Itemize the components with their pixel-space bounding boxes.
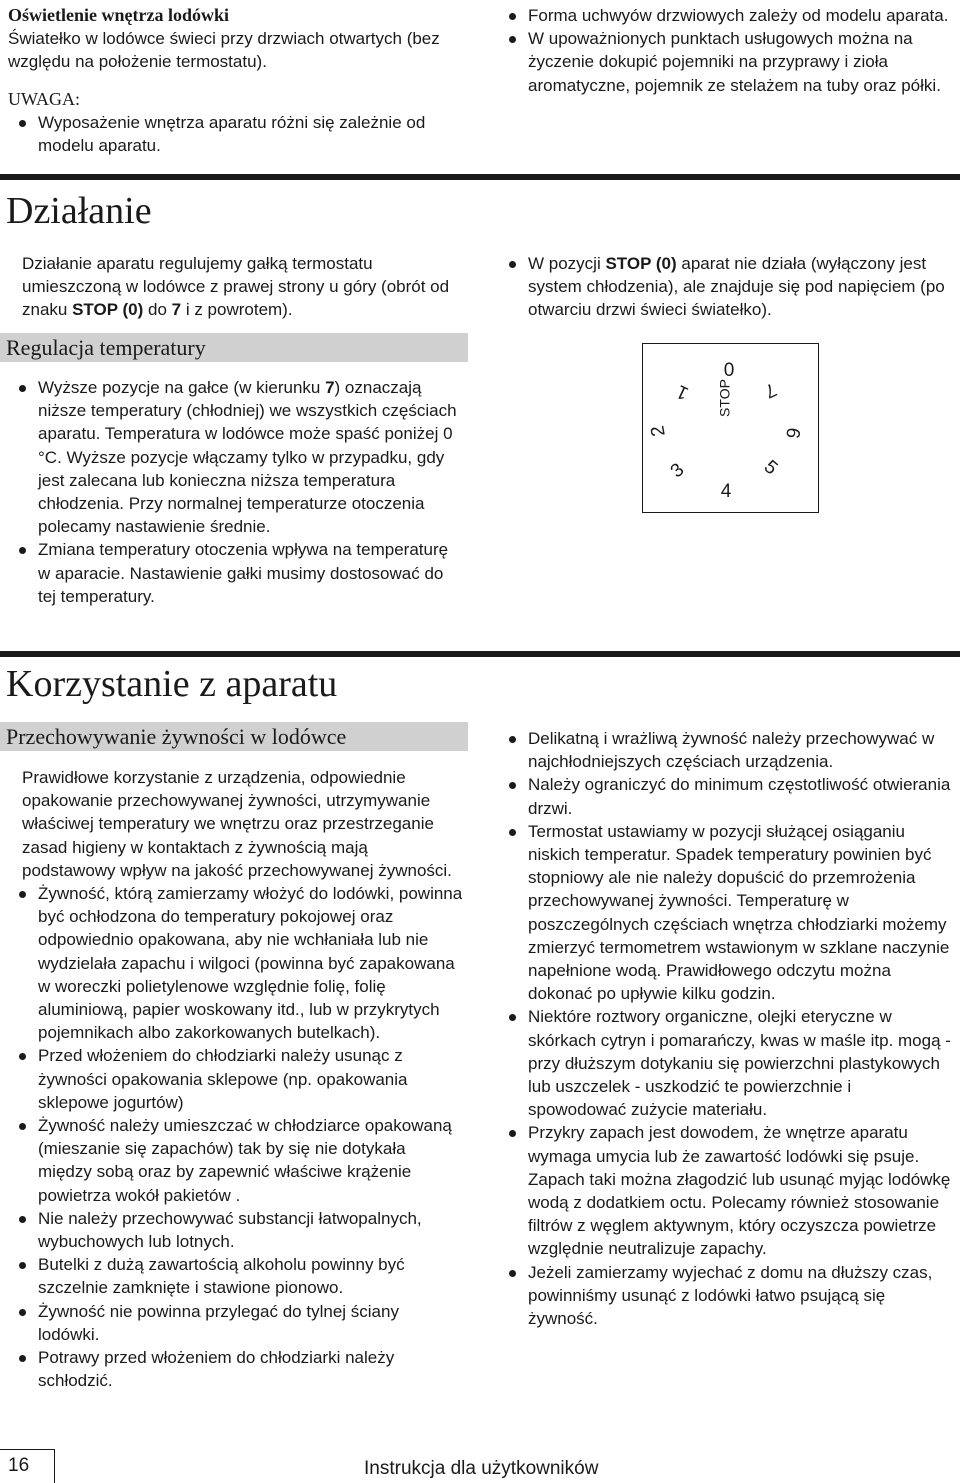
list-item: Żywność, którą zamierzamy włożyć do lodówki, powinna być ochłodzona do temperatury pokojowej oraz odpowiednio opakowana, aby nie wchłaniała lub nie wydzielała zapachu i wilgoci (powinna być zapakowana w woreczki polietylenowe względnie folię, folię aluminiową, papier woskowany itd., lub w przykrytych pojemnikach albo zakorkowanych butelkach).	[8, 882, 463, 1044]
list-item: Delikatną i wrażliwą żywność należy przechowywać w najchłodniejszych częściach urządzenia.	[498, 727, 953, 773]
list-item: Potrawy przed włożeniem do chłodziarki należy schłodzić.	[8, 1346, 463, 1392]
section-title-korzystanie: Korzystanie z aparatu	[6, 663, 338, 705]
list-item: Niektóre roztwory organiczne, olejki eteryczne w skórkach cytryn i pomarańczy, kwas w maśle itp. mogą - przy dłuższym dotykaniu się powierzchni plastykowych lub uszczelek - uszkodzić te powierzchnie i spowodować zużycie materiału.	[498, 1005, 953, 1121]
list-item: Wyższe pozycje na gałce (w kierunku 7) oznaczają niższe temperatury (chłodniej) we wszystkich częściach aparatu. Temperatura w lodówce może spaść poniżej 0 °C. Wyższe pozycje włączamy tylko w przypadku, gdy jest zalecana lub konieczna niższa temperatura chłodzenia. Przy normalnej temperaturze otoczenia polecamy nastawienie średnie.	[8, 376, 458, 538]
dial-label-5: 5	[759, 456, 782, 480]
dial-label-2: 2	[647, 423, 670, 438]
list-item: Żywność nie powinna przylegać do tylnej ściany lodówki.	[8, 1300, 463, 1346]
subsection-title-regulacja: Regulacja temperatury	[0, 333, 468, 362]
footer-title: Instrukcja dla użytkowników	[364, 1458, 599, 1479]
section-rule	[0, 174, 960, 180]
list-item: Butelki z dużą zawartością alkoholu powinny być szczelnie zamknięte i stawione pionowo.	[8, 1253, 463, 1299]
section-rule	[0, 651, 960, 657]
dial-label-1: 1	[673, 380, 692, 404]
thermostat-dial-figure	[642, 343, 819, 513]
dial-label-stop: STOP	[716, 379, 733, 417]
top-right-notes	[498, 4, 958, 97]
korzystanie-intro: Prawidłowe korzystanie z urządzenia, odpowiednie opakowanie przechowywanej żywności, utrzymywanie właściwej temperatury we wnętrzu oraz przestrzeganie zasad higieny w kontaktach z żywnością mają podstawowy wpływ na jakość przechowywanej żywności.	[22, 768, 452, 880]
dial-label-0: 0	[723, 360, 735, 381]
list-item: Przed włożeniem do chłodziarki należy usunąc z żywności opakowania sklepowe (np. opakowania sklepowe jogurtów)	[8, 1044, 463, 1114]
subsection-title-przechowywanie: Przechowywanie żywności w lodówce	[0, 722, 468, 751]
list-item: Nie należy przechowywać substancji łatwopalnych, wybuchowych lub lotnych.	[8, 1207, 463, 1253]
list-item: Forma uchwyów drzwiowych zależy od modelu aparata.	[498, 4, 958, 27]
list-item: Termostat ustawiamy w pozycji służącej osiąganiu niskich temperatur. Spadek temperatury powinien być stopniowy ale nie należy dopuścić do przemrożenia przechowywanej żywności. Temperaturę w poszczególnych częściach wnętrza chłodziarki możemy zmierzyć termometrem wstawionym w szklane naczynie napełnione wodą. Prawidłowego odczytu można dokonać po upływie kilku godzin.	[498, 820, 953, 1006]
dzialanie-intro: Działanie aparatu regulujemy gałką termostatu umieszczoną w lodówce z prawej strony u góry (obrót od znaku STOP (0) do 7 i z powrotem).	[22, 254, 450, 320]
list-item: Przykry zapach jest dowodem, że wnętrze aparatu wymaga umycia lub że zawartość lodówki się psuje. Zapach taki można złagodzić lub usunąć myjąc lodówkę wodą z dodatkiem octu. Polecamy również stosowanie filtrów z węglem aktywnym, który oczyszcza powietrze względnie neutralizuje zapachy.	[498, 1121, 953, 1260]
thermostat-dial-icon	[643, 344, 817, 511]
section-title-dzialanie: Działanie	[6, 190, 152, 232]
korzystanie-right-list	[498, 727, 953, 1330]
page-number: 16	[8, 1455, 30, 1476]
note-label: UWAGA:	[8, 88, 80, 109]
list-item: W upoważnionych punktach usługowych można na życzenie dokupić pojemniki na przyprawy i zioła aromatyczne, pojemnik ze stelażem na tuby oraz półki.	[498, 27, 958, 97]
korzystanie-left-list	[8, 882, 463, 1392]
lighting-text: Światełko w lodówce świeci przy drzwiach otwartych (bez względu na położenie termostatu).	[8, 29, 440, 72]
dial-label-3: 3	[666, 459, 689, 483]
page-number-box	[0, 1449, 55, 1483]
lighting-section	[8, 4, 463, 157]
list-item: W pozycji STOP (0) aparat nie działa (wyłączony jest system chłodzenia), ale znajduje się pod napięciem (po otwarciu drzwi świeci światełko).	[498, 252, 958, 322]
dial-label-6: 6	[781, 425, 804, 440]
lighting-heading: Oświetlenie wnętrza lodówki	[8, 5, 229, 25]
dial-label-4: 4	[720, 481, 732, 502]
list-item: Zmiana temperatury otoczenia wpływa na temperaturę w aparacie. Nastawienie gałki musimy dostosować do tej temperatury.	[8, 538, 458, 608]
dial-label-7: 7	[761, 378, 780, 402]
list-item: Żywność należy umieszczać w chłodziarce opakowaną (mieszanie się zapachów) tak by się nie dotykała między sobą oraz by zapewnić właściwe krążenie powietrza wokół pakietów .	[8, 1114, 463, 1207]
korzystanie-left-column	[8, 766, 463, 1392]
stop-note	[498, 252, 958, 322]
list-item: Należy ograniczyć do minimum częstotliwość otwierania drzwi.	[498, 773, 953, 819]
list-item: Wyposażenie wnętrza aparatu różni się zależnie od modelu aparatu.	[8, 111, 463, 157]
list-item: Jeżeli zamierzamy wyjechać z domu na dłuższy czas, powinniśmy usunąć z lodówki łatwo psującą się żywność.	[498, 1261, 953, 1331]
regulacja-list	[8, 376, 458, 608]
note-list	[8, 111, 463, 157]
